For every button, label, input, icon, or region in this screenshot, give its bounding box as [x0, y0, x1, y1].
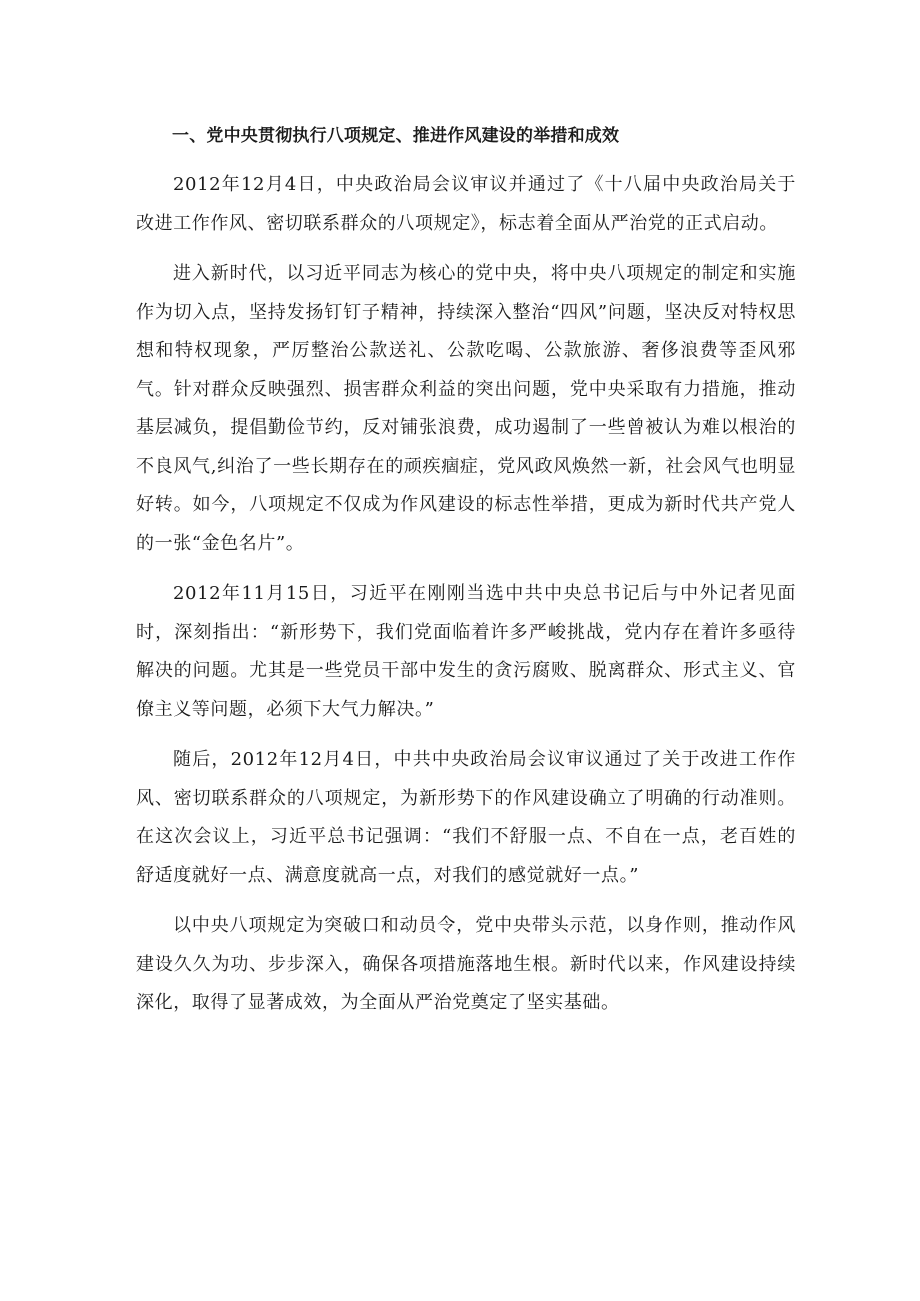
paragraph-1: 2012年12月4日，中央政治局会议审议并通过了《十八届中央政治局关于改进工作作风、密切联系群众的八项规定》，标志着全面从严治党的正式启动。 [136, 174, 796, 234]
paragraph-2: 进入新时代，以习近平同志为核心的党中央，将中央八项规定的制定和实施作为切入点，坚持发扬钉钉子精神，持续深入整治“四风”问题，坚决反对特权思想和特权现象，严厉整治公款送礼、公款吃喝、公款旅游、奢侈浪费等歪风邪气。针对群众反映强烈、损害群众利益的突出问题，党中央采取有力措施，推动基层减负，提倡勤俭节约，反对铺张浪费，成功遏制了一些曾被认为难以根治的不良风气,纠治了一些长期存在的顽疾痼症，党风政风焕然一新，社会风气也明显好转。如今，八项规定不仅成为作风建设的标志性举措，更成为新时代共产党人的一张“金色名片”。 [136, 263, 796, 554]
paragraph-3: 2012年11月15日，习近平在刚刚当选中共中央总书记后与中外记者见面时，深刻指出：“新形势下，我们党面临着许多严峻挑战，党内存在着许多亟待解决的问题。尤其是一些党员干部中发生的贪污腐败、脱离群众、形式主义、官僚主义等问题，必须下大气力解决。” [136, 583, 796, 720]
section-heading: 一、党中央贯彻执行八项规定、推进作风建设的举措和成效 [172, 126, 620, 146]
paragraph-5: 以中央八项规定为突破口和动员令，党中央带头示范，以身作则，推动作风建设久久为功、步步深入，确保各项措施落地生根。新时代以来，作风建设持续深化，取得了显著成效，为全面从严治党奠定了坚实基础。 [136, 915, 796, 1013]
paragraph-4: 随后，2012年12月4日，中共中央政治局会议审议通过了关于改进工作作风、密切联系群众的八项规定，为新形势下的作风建设确立了明确的行动准则。在这次会议上，习近平总书记强调：“我们不舒服一点、不自在一点，老百姓的舒适度就好一点、满意度就高一点，对我们的感觉就好一点。” [136, 749, 796, 886]
document-body [136, 118, 796, 1023]
